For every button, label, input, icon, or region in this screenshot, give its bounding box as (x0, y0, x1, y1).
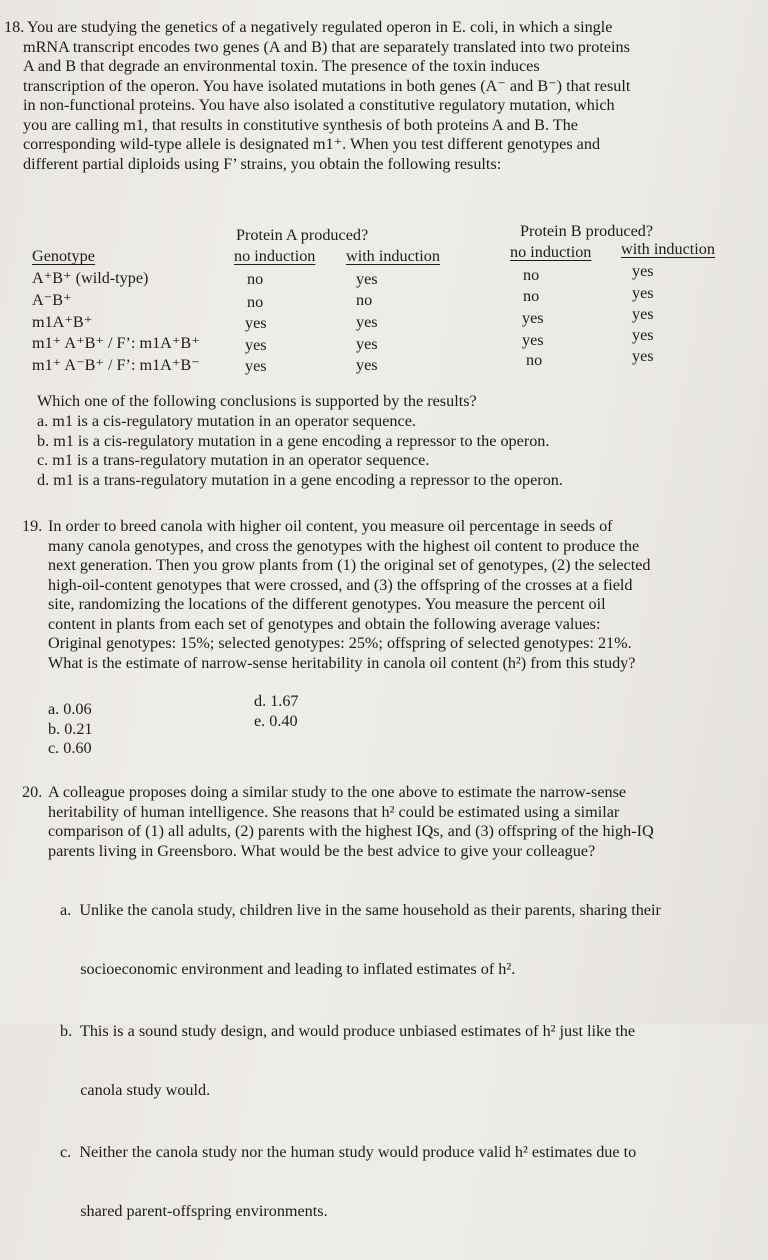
b-with-cell: yes (632, 305, 654, 323)
choice-c[interactable]: c. Neither the canola study nor the human study would produce valid h² estimates due to (60, 1143, 637, 1161)
stem-line: corresponding wild-type allele is designated m1⁺. When you test different genotypes and (23, 135, 601, 153)
question-stem (48, 517, 651, 673)
choice-b-continued: canola study would. (60, 1080, 211, 1099)
stem-line: content in plants from each set of genotypes and obtain the following average values: (48, 614, 601, 633)
stem-line: in non-functional proteins. You have also isolated a constitutive regulatory mutation, which (23, 96, 615, 114)
stem-line: you are calling m1, that results in constitutive synthesis of both proteins A and B. The (23, 115, 578, 134)
genotype-cell: A⁺B⁺ (wild-type) (32, 269, 149, 287)
b-no-cell: no (523, 266, 540, 284)
stem-line: A colleague proposes doing a similar study to the one above to estimate the narrow-sense (48, 783, 627, 801)
stem-line: A and B that degrade an environmental toxin. The presence of the toxin induces (23, 57, 540, 75)
a-no-cell: yes (245, 314, 267, 332)
choice-c[interactable]: c. 0.60 (48, 739, 92, 757)
a-with-cell: no (356, 291, 373, 309)
b-with-cell: yes (632, 347, 654, 365)
a-no-cell: no (247, 293, 264, 311)
stem-line: many canola genotypes, and cross the genotypes with the highest oil content to produce the (48, 536, 640, 555)
b-no-cell: no (523, 287, 540, 305)
choice-a[interactable]: a. m1 is a cis-regulatory mutation in an operator sequence. (37, 412, 416, 430)
stem-line: different partial diploids using F’ strains, you obtain the following results: (23, 154, 502, 173)
a-with-induction-header: with induction (346, 247, 440, 265)
b-with-cell: yes (632, 262, 654, 280)
q18-choices (37, 412, 563, 490)
stem-line: transcription of the operon. You have isolated mutations in both genes (A⁻ and B⁻) that result (23, 76, 631, 95)
b-no-cell: yes (522, 331, 544, 349)
question-number: 18. (4, 18, 25, 36)
stem-line: mRNA transcript encodes two genes (A and B) that are separately translated into two proteins (23, 37, 630, 56)
stem-line: high-oil-content genotypes that were crossed, and (3) the offspring of the crosses at a field (48, 575, 633, 594)
a-with-cell: yes (356, 356, 378, 374)
b-with-induction-header: with induction (621, 240, 715, 258)
question-stem (48, 783, 654, 861)
choice-b[interactable]: b. 0.21 (48, 719, 93, 738)
a-with-cell: yes (356, 335, 378, 353)
stem-line: parents living in Greensboro. What would be the best advice to give your colleague? (48, 841, 596, 860)
b-no-cell: no (526, 351, 543, 369)
stem-line: In order to breed canola with higher oil content, you measure oil percentage in seeds of (48, 517, 613, 535)
choice-a-continued: socioeconomic environment and leading to inflated estimates of h². (60, 959, 516, 978)
genotype-cell: m1⁺ A⁺B⁺ / F’: m1A⁺B⁺ (32, 334, 200, 352)
choice-d[interactable]: d. 1.67 (254, 692, 299, 710)
b-with-cell: yes (632, 326, 654, 344)
question-number: 20. (22, 783, 43, 801)
choice-d[interactable]: d. m1 is a trans-regulatory mutation in a gene encoding a repressor to the operon. (37, 470, 563, 489)
stem-line: site, randomizing the locations of the different genotypes. You measure the percent oil (48, 595, 606, 613)
choice-b[interactable]: b. This is a sound study design, and would produce unbiased estimates of h² just like the (60, 1022, 636, 1040)
q19-choices-left (48, 700, 93, 759)
a-with-cell: yes (356, 313, 378, 331)
genotype-cell: A⁻B⁺ (32, 291, 72, 309)
stem-line: next generation. Then you grow plants from (1) the original set of genotypes, (2) the selected (48, 556, 651, 574)
b-no-cell: yes (522, 309, 544, 327)
stem-line: What is the estimate of narrow-sense heritability in canola oil content (h²) from this study? (48, 653, 636, 672)
genotype-cell: m1⁺ A⁻B⁺ / F’: m1A⁺B⁻ (32, 356, 200, 374)
b-no-induction-header: no induction (510, 243, 592, 261)
q18-prompt: Which one of the following conclusions is supported by the results? (37, 392, 477, 410)
q20-choices (60, 862, 661, 1260)
choice-c[interactable]: c. m1 is a trans-regulatory mutation in an operator sequence. (37, 451, 430, 469)
a-no-cell: yes (245, 336, 267, 354)
stem-line: You are studying the genetics of a negatively regulated operon in E. coli, in which a single (27, 18, 613, 36)
choice-c-continued: shared parent-offspring environments. (60, 1201, 328, 1220)
b-with-cell: yes (632, 284, 654, 302)
genotype-header: Genotype (32, 247, 95, 265)
protein-b-header: Protein B produced? (520, 222, 654, 240)
a-with-cell: yes (356, 270, 378, 288)
stem-line: Original genotypes: 15%; selected genotypes: 25%; offspring of selected genotypes: 21%. (48, 634, 632, 652)
genotype-cell: m1A⁺B⁺ (32, 313, 93, 331)
a-no-cell: no (247, 270, 264, 288)
stem-line: heritability of human intelligence. She reasons that h² could be estimated using a similar (48, 802, 620, 821)
q19-choices-right (254, 692, 299, 731)
question-number: 19. (22, 517, 43, 535)
choice-a[interactable]: a. 0.06 (48, 700, 92, 718)
a-no-induction-header: no induction (234, 247, 316, 265)
protein-a-header: Protein A produced? (236, 226, 369, 244)
question-stem (23, 18, 631, 174)
choice-a[interactable]: a. Unlike the canola study, children live in the same household as their parents, sharing their (60, 901, 661, 919)
choice-b[interactable]: b. m1 is a cis-regulatory mutation in a gene encoding a repressor to the operon. (37, 431, 550, 450)
choice-e[interactable]: e. 0.40 (254, 711, 298, 730)
a-no-cell: yes (245, 357, 267, 375)
stem-line: comparison of (1) all adults, (2) parents with the highest IQs, and (3) offspring of the high-IQ (48, 822, 654, 840)
